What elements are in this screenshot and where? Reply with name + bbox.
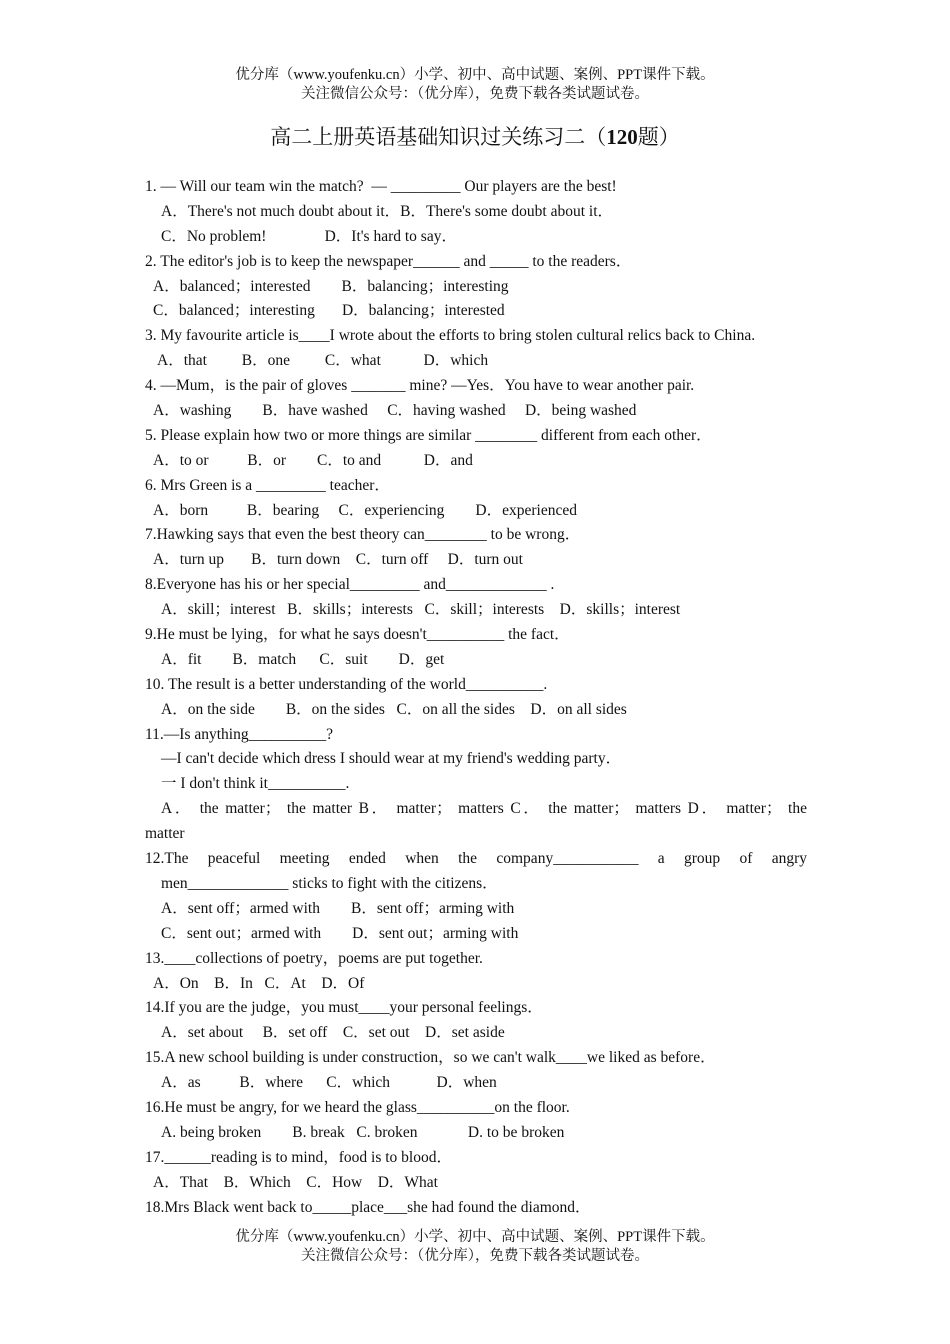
question-17-options: A．That B．Which C．How D．What — [153, 1173, 438, 1191]
question-8-options: A．skill；interest B．skills；interests C．skill；interests D．skills；interest — [161, 601, 681, 619]
question-9-options: A．fit B．match C．suit D．get — [161, 650, 445, 668]
question-11-options-cont: matter — [145, 825, 185, 843]
question-3-options: A．that B．one C．what D．which — [157, 352, 489, 370]
document-title — [0, 122, 950, 152]
question-5: 5. Please explain how two or more things are similar ________ different from each other． — [145, 426, 712, 444]
question-3: 3. My favourite article is____I wrote about the efforts to bring stolen cultural relics back to China. — [145, 327, 756, 345]
question-12: 12.The peaceful meeting ended when the company___________ a group of angry — [145, 850, 807, 868]
question-13-options: A．On B．In C．At D．Of — [153, 974, 365, 992]
question-16: 16.He must be angry, for we heard the glass__________on the floor. — [145, 1098, 570, 1116]
question-list — [145, 175, 807, 1220]
question-14-options: A．set about B．set off C．set out D．set aside — [161, 1024, 505, 1042]
header-line-2: 关注微信公众号：（优分库），免费下载各类试题试卷。 — [301, 86, 649, 102]
question-7-options: A．turn up B．turn down C．turn off D．turn out — [153, 551, 523, 569]
footer-line-2: 关注微信公众号：（优分库），免费下载各类试题试卷。 — [301, 1248, 649, 1264]
question-15-options: A．as B．where C．which D．when — [161, 1074, 497, 1092]
question-10-options: A．on the side B．on the sides C．on all the sides D．on all sides — [161, 700, 627, 718]
question-1-options-c: C．No problem! D．It's hard to say． — [161, 227, 457, 245]
question-18: 18.Mrs Black went back to_____place___she had found the diamond． — [145, 1198, 591, 1216]
title-suffix: 题） — [637, 125, 680, 149]
question-14: 14.If you are the judge，you must____your personal feelings． — [145, 999, 543, 1017]
question-17: 17.______reading is to mind，food is to blood． — [145, 1148, 452, 1166]
question-11: 11.—Is anything__________? — [145, 725, 333, 743]
question-11-dialog-2: 一 I don't think it__________. — [161, 775, 350, 793]
question-2-options-c: C．balanced；interesting D．balancing；interested — [153, 302, 505, 320]
question-13: 13.____collections of poetry，poems are put together. — [145, 949, 483, 967]
question-12-options-c: C．sent out；armed with D．sent out；arming with — [161, 924, 519, 942]
question-6: 6. Mrs Green is a _________ teacher． — [145, 476, 390, 494]
title-count: 120 — [606, 125, 638, 149]
question-10: 10. The result is a better understanding of the world__________. — [145, 675, 548, 693]
question-2-options-a: A．balanced；interested B．balancing；interesting — [153, 277, 509, 295]
question-11-options: A． the matter； the matter B． matter； matters C． the matter； matters D． matter； the — [161, 800, 807, 818]
question-12-options-a: A．sent off；armed with B．sent off；arming with — [161, 899, 515, 917]
question-1-options-a: A．There's not much doubt about it．B．There's some doubt about it． — [161, 202, 614, 220]
title-text: 高二上册英语基础知识过关练习二（ — [270, 125, 607, 149]
question-5-options: A．to or B．or C．to and D．and — [153, 451, 473, 469]
question-6-options: A．born B．bearing C．experiencing D．experienced — [153, 501, 577, 519]
question-4-options: A．washing B．have washed C．having washed D．being washed — [153, 402, 637, 420]
question-4: 4. —Mum，is the pair of gloves _______ mine? —Yes．You have to wear another pair. — [145, 377, 695, 395]
question-15: 15.A new school building is under construction，so we can't walk____we liked as before． — [145, 1049, 716, 1067]
question-9: 9.He must be lying，for what he says doesn't__________ the fact． — [145, 626, 570, 644]
page-footer — [0, 1228, 950, 1266]
question-1: 1. — Will our team win the match? — _________ Our players are the best! — [145, 178, 617, 195]
header-line-1: 优分库（www.youfenku.cn）小学、初中、高中试题、案例、PPT课件下载。 — [235, 67, 715, 83]
question-11-dialog-1: —I can't decide which dress I should wear at my friend's wedding party． — [161, 750, 622, 768]
page-header — [0, 66, 950, 104]
footer-line-1: 优分库（www.youfenku.cn）小学、初中、高中试题、案例、PPT课件下载。 — [235, 1229, 715, 1245]
question-2: 2. The editor's job is to keep the newspaper______ and _____ to the readers． — [145, 252, 632, 270]
question-12-cont: men_____________ sticks to fight with the citizens． — [161, 874, 498, 892]
question-8: 8.Everyone has his or her special_________ and_____________ . — [145, 576, 555, 594]
question-7: 7.Hawking says that even the best theory can________ to be wrong． — [145, 526, 581, 544]
question-16-options: A. being broken B. break C. broken D. to be broken — [161, 1123, 565, 1141]
